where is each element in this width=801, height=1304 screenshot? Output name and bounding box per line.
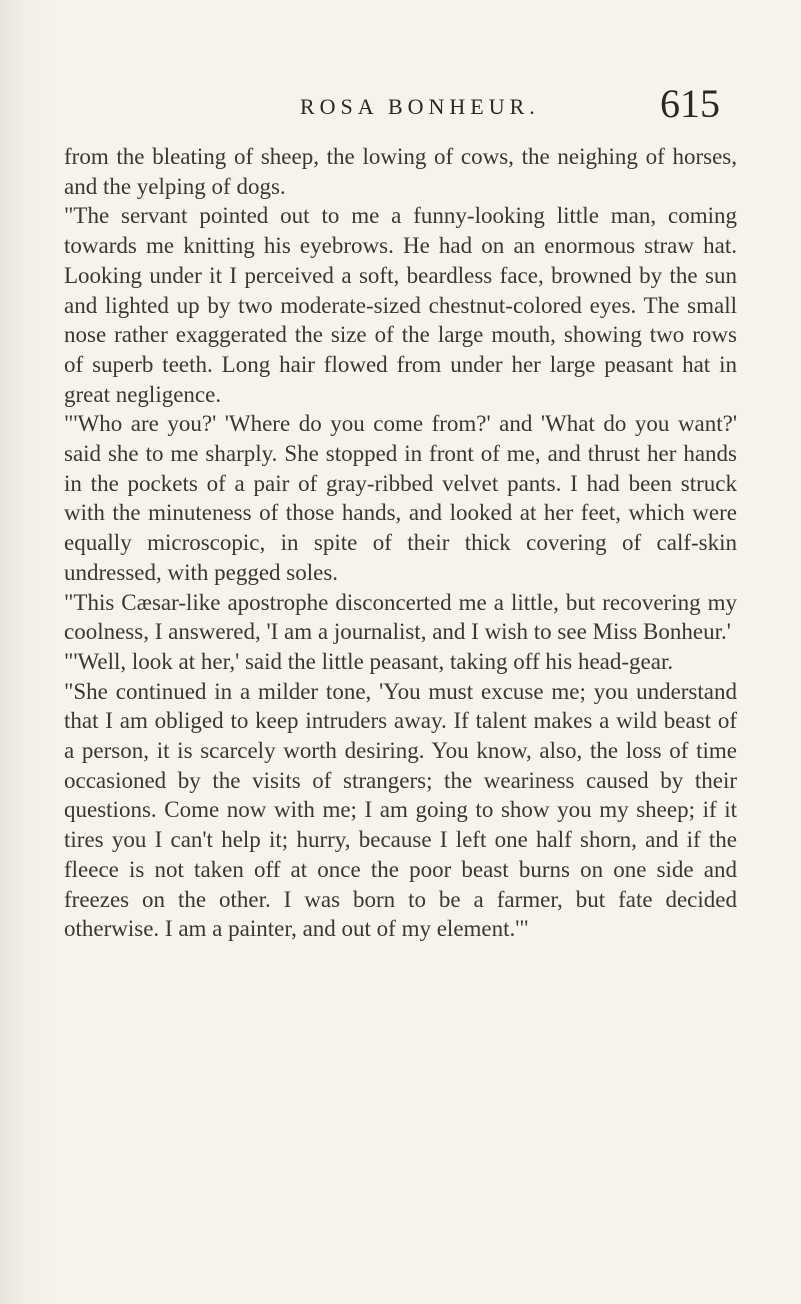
page-header (0, 80, 801, 132)
running-head: ROSA BONHEUR. (300, 94, 540, 119)
paragraph: "'Who are you?' 'Where do you come from?' and 'What do you want?' said she to me sharply. She stopped in front of me, and thrust her hands in the pockets of a pair of gray-ribbed velvet pants. I had been struck with the minuteness of those hands, and looked at her feet, which were equally microscopic, in spite of their thick covering of calf-skin undressed, with pegged soles. (64, 411, 737, 585)
body-text (64, 142, 737, 944)
page-number: 615 (660, 81, 720, 126)
paragraph: "'Well, look at her,' said the little peasant, taking off his head-gear. (64, 648, 674, 674)
paragraph: from the bleating of sheep, the lowing of cows, the neighing of horses, and the yelping of dogs. (64, 144, 737, 199)
paragraph: "This Cæsar-like apostrophe disconcerted me a little, but recovering my coolness, I answered, 'I am a journalist, and I wish to see Miss Bonheur.' (64, 589, 737, 645)
paragraph: "The servant pointed out to me a funny-looking little man, coming towards me knitting his eyebrows. He had on an enormous straw hat. Looking under it I perceived a soft, beardless face, browned by the sun and lighted up by two moderate-sized chestnut-colored eyes. The small nose rather exaggerated the size of the large mouth, showing two rows of superb teeth. Long hair flowed from under her large peasant hat in great negligence. (64, 203, 737, 407)
paragraph: "She continued in a milder tone, 'You must excuse me; you understand that I am obliged to keep intruders away. If talent makes a wild beast of a person, it is scarcely worth desiring. You know, also, the loss of time occasioned by the visits of strangers; the weariness caused by their questions. Come now with me; I am going to show you my sheep; if it tires you I can't help it; hurry, because I left one half shorn, and if the fleece is not taken off at once the poor beast burns on one side and freezes on the other. I was born to be a farmer, but fate decided otherwise. I am a painter, and out of my element.'" (64, 678, 737, 942)
